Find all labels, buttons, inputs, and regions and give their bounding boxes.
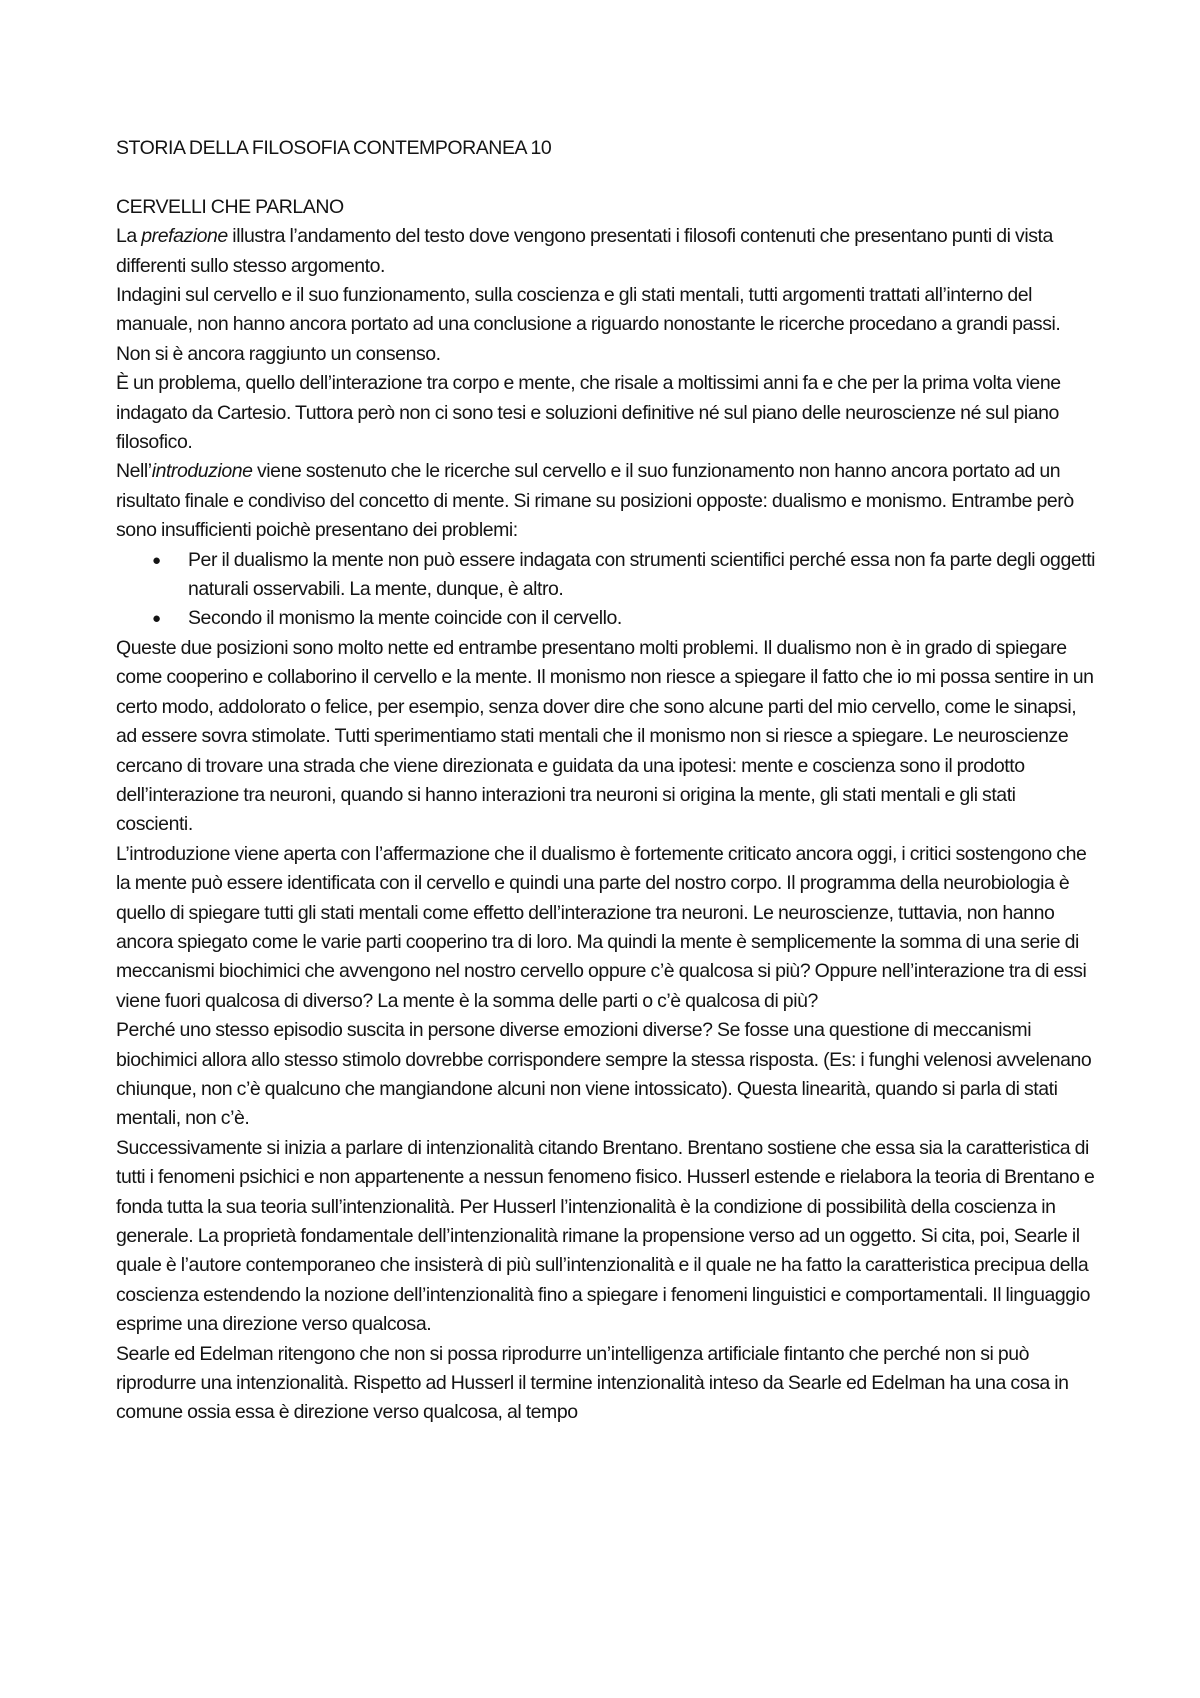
list-item	[116, 546, 1096, 605]
emphasis-prefazione: prefazione	[141, 225, 228, 248]
paragraph-searle-edelman: Searle ed Edelman ritengono che non si possa riprodurre un’intelligenza artificiale fintanto che perché non si può riprodurre una intenzionalità. Rispetto ad Husserl il termine intenzionalità inteso da Searle ed Edelman ha una cosa in comune ossia essa è direzione verso qualcosa, al tempo	[116, 1342, 1069, 1424]
paragraph-text: illustra l’andamento del testo dove vengono presentati i filosofi contenuti che presentano punti di vista differenti sullo stesso argomento.	[116, 225, 1053, 277]
paragraph-text: La	[116, 225, 142, 248]
bullet-icon: ●	[152, 610, 161, 628]
bullet-list	[116, 546, 1096, 634]
blank-line	[116, 163, 1096, 192]
section-heading: CERVELLI CHE PARLANO	[116, 195, 344, 218]
paragraph-dualismo-criticato: L’introduzione viene aperta con l’affermazione che il dualismo è fortemente criticato ancora oggi, i critici sostengono che la mente può essere identificata con il cervello e quindi una parte del nostro corpo. Il programma della neurobiologia è quello di spiegare tutti gli stati mentali come effetto dell’interazione tra neuroni. Le neuroscienze, tuttavia, non hanno ancora spiegato come le varie parti cooperino tra di loro. Ma quindi la mente è semplicemente la somma di una serie di meccanismi biochimici che avvengono nel nostro cervello oppure c’è qualcosa si più? Oppure nell’interazione tra di essi viene fuori qualcosa di diverso? La mente è la somma delle parti o c’è qualcosa di più?	[116, 842, 1087, 1012]
list-item	[116, 604, 1096, 633]
paragraph-introduzione	[116, 457, 1096, 545]
document-page	[116, 134, 1096, 1428]
list-item-text: Secondo il monismo la mente coincide con il cervello.	[188, 607, 622, 630]
paragraph-problema: È un problema, quello dell’interazione tra corpo e mente, che risale a moltissimi anni fa e che per la prima volta viene indagato da Cartesio. Tuttora però non ci sono tesi e soluzioni definitive né sul piano delle neuroscienze né sul piano filosofico.	[116, 372, 1061, 454]
paragraph-episodio: Perché uno stesso episodio suscita in persone diverse emozioni diverse? Se fosse una questione di meccanismi biochimici allora allo stesso stimolo dovrebbe corrispondere sempre la stessa risposta. (Es: i funghi velenosi avvelenano chiunque, non c’è qualcuno che mangiandone alcuni non viene intossicato). Questa linearità, quando si parla di stati mentali, non c’è.	[116, 1019, 1092, 1130]
paragraph-prefazione	[116, 222, 1096, 281]
paragraph-text: Nell’	[116, 460, 152, 483]
bullet-icon: ●	[152, 551, 161, 569]
paragraph-posizioni: Queste due posizioni sono molto nette ed entrambe presentano molti problemi. Il dualismo non è in grado di spiegare come cooperino e collaborino il cervello e la mente. Il monismo non riesce a spiegare il fatto che io mi possa sentire in un certo modo, addolorato o felice, per esempio, senza dover dire che sono alcune parti del mio cervello, come le sinapsi, ad essere sovra stimolate. Tutti sperimentiamo stati mentali che il monismo non si riesce a spiegare. Le neuroscienze cercano di trovare una strada che viene direzionata e guidata da una ipotesi: mente e coscienza sono il prodotto dell’interazione tra neuroni, quando si hanno interazioni tra neuroni si origina la mente, gli stati mentali e gli stati coscienti.	[116, 636, 1094, 836]
document-title: STORIA DELLA FILOSOFIA CONTEMPORANEA 10	[116, 137, 552, 159]
paragraph-intenzionalita: Successivamente si inizia a parlare di intenzionalità citando Brentano. Brentano sostiene che essa sia la caratteristica di tutti i fenomeni psichici e non appartenente a nessun fenomeno fisico. Husserl estende e rielabora la teoria di Brentano e fonda tutta la sua teoria sull’intenzionalità. Per Husserl l’intenzionalità è la condizione di possibilità della coscienza in generale. La proprietà fondamentale dell’intenzionalità rimane la propensione verso ad un oggetto. Si cita, poi, Searle il quale è l’autore contemporaneo che insisterà di più sull’intenzionalità e il quale ne ha fatto la caratteristica precipua della coscienza estendendo la nozione dell’intenzionalità fino a spiegare i fenomeni linguistici e comportamentali. Il linguaggio esprime una direzione verso qualcosa.	[116, 1136, 1095, 1336]
paragraph-text: viene sostenuto che le ricerche sul cervello e il suo funzionamento non hanno ancora portato ad un risultato finale e condiviso del concetto di mente. Si rimane su posizioni opposte: dualismo e monismo. Entrambe però sono insufficienti poichè presentano dei problemi:	[116, 460, 1074, 542]
emphasis-introduzione: introduzione	[151, 460, 253, 483]
paragraph-indagini: Indagini sul cervello e il suo funzionamento, sulla coscienza e gli stati mentali, tutti argomenti trattati all’interno del manuale, non hanno ancora portato ad una conclusione a riguardo nonostante le ricerche procedano a grandi passi. Non si è ancora raggiunto un consenso.	[116, 284, 1061, 365]
list-item-text: Per il dualismo la mente non può essere indagata con strumenti scientifici perché essa non fa parte degli oggetti naturali osservabili. La mente, dunque, è altro.	[188, 548, 1096, 601]
